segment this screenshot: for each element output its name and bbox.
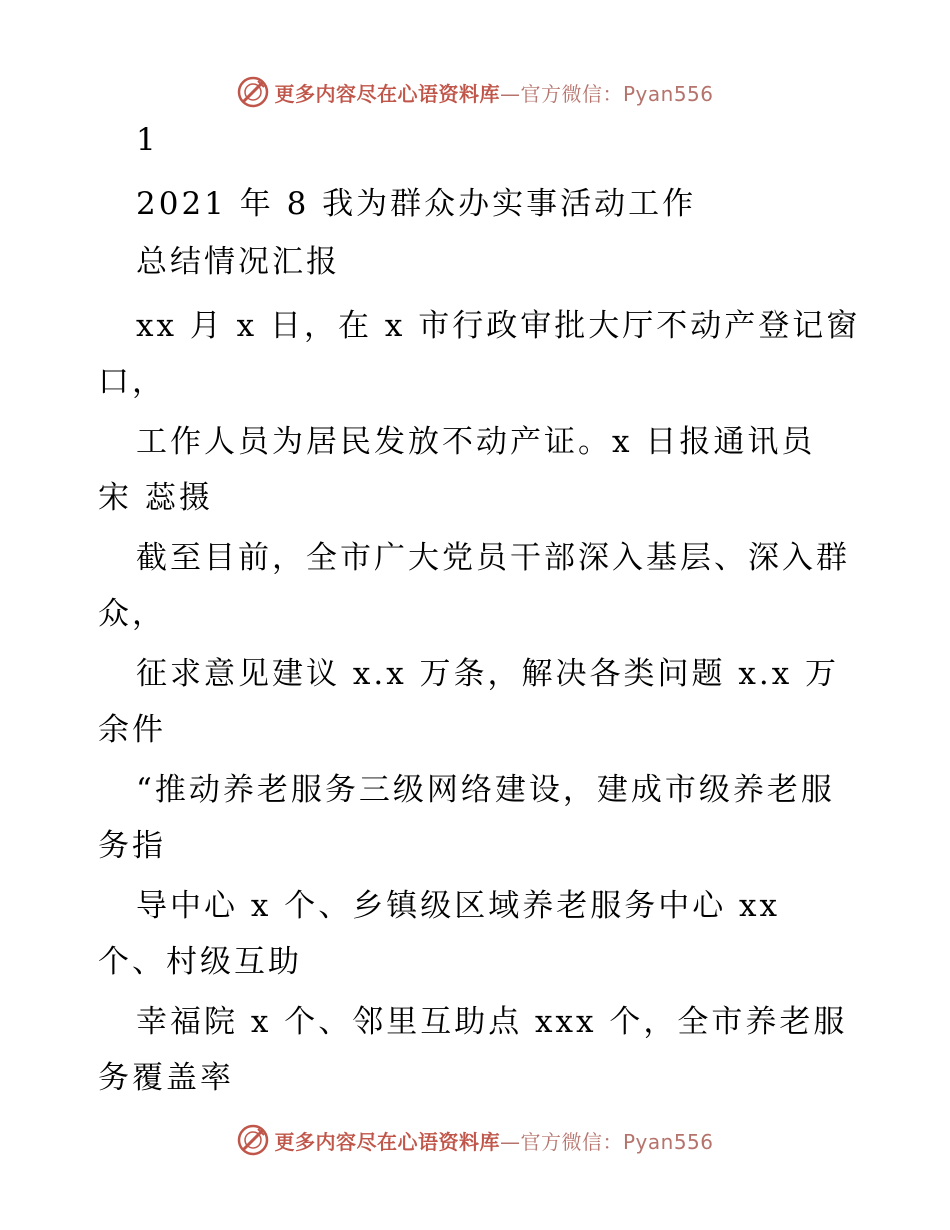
paragraph-line: 宋 蕊摄 — [98, 480, 213, 516]
document-title: 2021 年 8 我为群众办实事活动工作 — [136, 186, 697, 222]
watermark-banner-bottom — [0, 1120, 950, 1160]
watermark-brand: 更多内容尽在心语资料库 — [274, 81, 500, 106]
paragraph-line: 务指 — [98, 828, 166, 864]
watermark-brand: 更多内容尽在心语资料库 — [274, 1129, 500, 1154]
paragraph-line: 截至目前，全市广大党员干部深入基层、深入群 — [136, 540, 850, 576]
watermark-separator: — — [499, 81, 521, 106]
watermark-wechat-id: Pyan556 — [622, 1129, 714, 1154]
seal-logo-icon — [236, 1123, 270, 1157]
watermark-text — [274, 78, 713, 107]
paragraph-line: 幸福院 x 个、邻里互助点 xxx 个，全市养老服 — [136, 1004, 848, 1040]
watermark-banner-top — [0, 72, 950, 112]
paragraph-line: 余件 — [98, 712, 166, 748]
watermark-wechat-label: 官方微信： — [520, 1129, 623, 1154]
watermark-wechat-id: Pyan556 — [622, 81, 714, 106]
paragraph-line: 个、村级互助 — [98, 944, 302, 980]
watermark-text — [274, 1126, 713, 1155]
watermark-separator: — — [499, 1129, 521, 1154]
seal-logo-icon — [236, 75, 270, 109]
paragraph-line: 众， — [98, 596, 166, 632]
paragraph-line: 口， — [98, 364, 166, 400]
watermark-wechat-label: 官方微信： — [520, 81, 623, 106]
paragraph-line: 务覆盖率 — [98, 1060, 234, 1096]
paragraph-line: 导中心 x 个、乡镇级区域养老服务中心 xx — [136, 888, 781, 924]
document-subtitle: 总结情况汇报 — [136, 244, 340, 280]
page-number: 1 — [136, 122, 159, 158]
paragraph-line: 工作人员为居民发放不动产证。x 日报通讯员 — [136, 424, 816, 460]
paragraph-line: xx 月 x 日，在 x 市行政审批大厅不动产登记窗 — [136, 308, 861, 344]
paragraph-line: 征求意见建议 x.x 万条，解决各类问题 x.x 万 — [136, 656, 840, 692]
paragraph-line: “推动养老服务三级网络建设，建成市级养老服 — [136, 772, 835, 808]
